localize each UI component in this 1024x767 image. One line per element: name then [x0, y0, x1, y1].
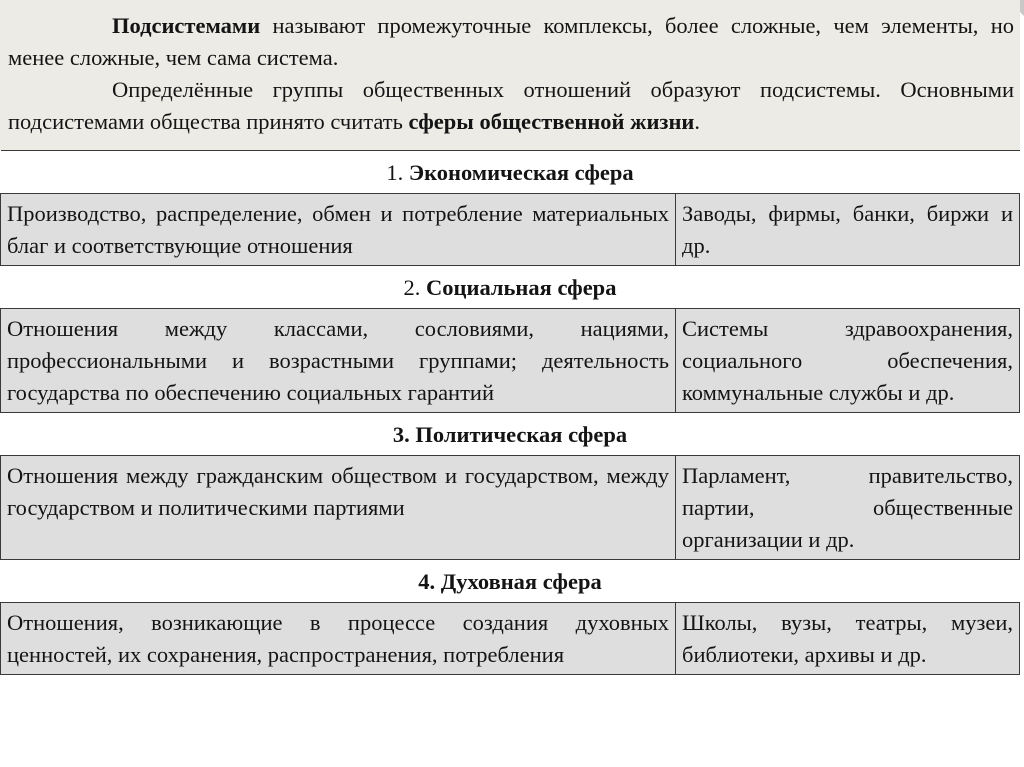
sphere-number: 4.: [418, 569, 436, 594]
term-spheres: сферы общественной жизни: [408, 109, 695, 134]
sphere-relations: Отношения между классами, сословиями, нациями, профессиональными и возрастными группами; деятельность государства по обеспечению социальных гарантий: [1, 309, 676, 413]
sphere-title-cell: [1, 560, 1020, 603]
sphere-row-social: [1, 309, 1020, 413]
sphere-title: Духовная сфера: [440, 569, 602, 594]
sphere-title: Экономическая сфера: [408, 160, 634, 185]
intro-paragraph-2: [8, 74, 1014, 138]
sphere-header-political: [1, 413, 1020, 456]
sphere-title-cell: [1, 266, 1020, 309]
sphere-title-cell: [1, 413, 1020, 456]
sphere-row-spiritual: [1, 603, 1020, 675]
sphere-header-economic: [1, 151, 1020, 194]
sphere-title-cell: [1, 151, 1020, 194]
sphere-title: Политическая сфера: [415, 422, 628, 447]
sphere-number: 3.: [392, 422, 410, 447]
sphere-institutions: Школы, вузы, театры, музеи, библиотеки, архивы и др.: [676, 603, 1020, 675]
sphere-institutions: Системы здравоохранения, социального обеспечения, коммунальные службы и др.: [676, 309, 1020, 413]
sphere-row-political: [1, 456, 1020, 560]
spheres-table: [0, 150, 1020, 675]
intro-paragraph-1-text: называют промежуточные комплексы, более сложные, чем элементы, но менее сложные, чем сама система.: [8, 13, 1014, 70]
sphere-institutions: Парламент, правительство, партии, общественные организации и др.: [676, 456, 1020, 560]
intro-paragraph-1: [8, 10, 1014, 74]
sphere-relations: Производство, распределение, обмен и потребление материальных благ и соответствующие отношения: [1, 194, 676, 266]
sphere-header-social: [1, 266, 1020, 309]
intro-paragraph-2-text: Определённые группы общественных отношений образуют подсистемы. Основными подсистемами общества принято считать: [8, 77, 1014, 134]
term-subsystems: Подсистемами: [112, 13, 261, 38]
sphere-number: 1.: [386, 160, 404, 185]
sphere-number: 2.: [403, 275, 421, 300]
sphere-header-spiritual: [1, 560, 1020, 603]
sphere-row-economic: [1, 194, 1020, 266]
sphere-relations: Отношения между гражданским обществом и государством, между государством и политическими партиями: [1, 456, 676, 560]
sphere-institutions: Заводы, фирмы, банки, биржи и др.: [676, 194, 1020, 266]
intro-text: [0, 0, 1020, 150]
sphere-title: Социальная сфера: [426, 275, 617, 300]
intro-paragraph-2-end: .: [694, 109, 701, 134]
sphere-relations: Отношения, возникающие в процессе создания духовных ценностей, их сохранения, распространения, потребления: [1, 603, 676, 675]
